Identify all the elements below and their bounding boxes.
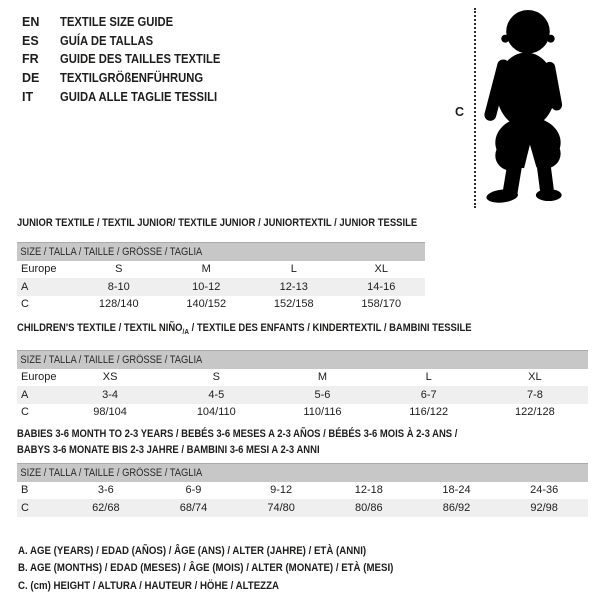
table-rows [17, 482, 588, 517]
height-measure-dotted-line [474, 8, 476, 208]
table-cell: 4-5 [208, 388, 225, 401]
title-part: / TEXTILE DES ENFANTS / KINDERTEXTIL / BAMBINI TESSILE [188, 322, 472, 334]
babies-size-table [17, 426, 588, 517]
size-header-label: SIZE / TALLA / TAILLE / GRÖSSE / TAGLIA [20, 353, 203, 366]
table-cell: 3-4 [102, 388, 119, 401]
table-cell: S [212, 371, 220, 384]
table-title: JUNIOR TEXTILE / TEXTIL JUNIOR/ TEXTILE JUNIOR / JUNIORTEXTIL / JUNIOR TESSILE [17, 217, 418, 229]
table-cell: M [317, 371, 328, 384]
row-label: A [21, 280, 29, 293]
title-part: CHILDREN'S TEXTILE / TEXTIL NIÑO [17, 322, 183, 334]
table-cell: XL [374, 263, 388, 276]
guide-title: GUÍA DE TALLAS [60, 33, 154, 48]
table-row [17, 482, 588, 500]
row-label: C [21, 298, 29, 311]
table-cell: 104/110 [196, 406, 236, 419]
note-age-years: A. AGE (YEARS) / EDAD (AÑOS) / ÂGE (ANS) / ALTER (JAHRE) / ETÀ (ANNI) [18, 545, 367, 557]
guide-title: TEXTILGRÖßENFÜHRUNG [60, 71, 204, 86]
table-cell: S [115, 263, 123, 276]
row-label: B [21, 484, 29, 497]
table-cell: 152/158 [273, 298, 314, 311]
table-cell: 9-12 [270, 484, 293, 497]
title-subscript: /A [182, 327, 189, 337]
table-cell: L [425, 371, 432, 384]
language-row [22, 32, 238, 51]
table-cell: 8-10 [107, 280, 130, 293]
language-title-list [22, 13, 238, 106]
language-code: IT [22, 89, 34, 104]
row-label: C [21, 406, 29, 419]
table-cell: 18-24 [442, 484, 471, 497]
table-cell: 92/98 [530, 501, 558, 514]
table-cell: 80/86 [355, 501, 383, 514]
table-row [17, 499, 588, 517]
legend-notes [18, 543, 445, 595]
height-label-c: C [455, 105, 465, 119]
table-cell: 116/122 [409, 406, 449, 419]
table-cell: 158/170 [361, 298, 402, 311]
table-cell: 7-8 [526, 388, 543, 401]
note-age-months: B. AGE (MONTHS) / EDAD (MESES) / ÂGE (MOIS) / ALTER (MONATE) / ETÀ (MESI) [18, 562, 394, 575]
table-cell: L [290, 263, 297, 276]
row-label: Europe [21, 371, 57, 384]
language-row [22, 69, 238, 88]
table-cell: 62/68 [92, 501, 120, 514]
table-cell: 12-13 [279, 280, 308, 293]
table-cell: 122/128 [515, 406, 555, 419]
table-row [17, 278, 425, 296]
table-cell: 3-6 [97, 484, 114, 497]
table-title-line1: BABIES 3-6 MONTH TO 2-3 YEARS / BEBÉS 3-6 MESES A 2-3 AÑOS / BÉBÉS 3-6 MOIS À 2-3 ANS / [17, 428, 458, 440]
row-label: C [21, 501, 29, 514]
table-cell: 74/80 [267, 501, 295, 514]
table-title [17, 322, 508, 338]
table-row [17, 261, 425, 279]
table-cell: 110/116 [303, 406, 342, 419]
size-header-bar [17, 242, 425, 261]
table-cell: 128/140 [98, 298, 139, 311]
table-cell: 6-9 [185, 484, 202, 497]
size-header-label: SIZE / TALLA / TAILLE / GRÖSSE / TAGLIA [20, 245, 203, 258]
language-code: EN [22, 15, 40, 30]
table-cell: 14-16 [367, 280, 396, 293]
table-rows [17, 261, 425, 314]
guide-title: GUIDA ALLE TAGLIE TESSILI [60, 89, 218, 104]
size-header-bar [17, 350, 588, 369]
note-height-cm: C. (cm) HEIGHT / ALTURA / HAUTEUR / HÖHE / ALTEZZA [18, 579, 280, 592]
language-code: FR [22, 52, 39, 67]
language-code: ES [22, 33, 39, 48]
table-rows [17, 369, 588, 422]
table-cell: 140/152 [186, 298, 227, 311]
table-row [17, 404, 588, 422]
table-cell: 10-12 [192, 280, 221, 293]
language-row [22, 13, 238, 32]
language-code: DE [22, 71, 40, 86]
language-row [22, 50, 238, 69]
table-row [17, 296, 425, 314]
size-header-bar [17, 463, 588, 482]
junior-size-table [17, 217, 425, 313]
table-title-line2: BABYS 3-6 MONATE BIS 2-3 JAHRE / BAMBINI 3-6 MESI A 2-3 ANNI [17, 444, 320, 456]
guide-title: GUIDE DES TAILLES TEXTILE [60, 52, 221, 67]
table-cell: 24-36 [530, 484, 559, 497]
guide-title: TEXTILE SIZE GUIDE [60, 15, 174, 30]
size-header-label: SIZE / TALLA / TAILLE / GRÖSSE / TAGLIA [20, 466, 203, 479]
table-cell: XS [102, 371, 118, 384]
row-label: Europe [21, 263, 57, 276]
table-row [17, 386, 588, 404]
table-cell: 98/104 [93, 406, 127, 419]
table-cell: 12-18 [354, 484, 383, 497]
table-cell: M [201, 263, 211, 276]
table-cell: 5-6 [314, 388, 331, 401]
table-cell: XL [528, 371, 542, 384]
language-row [22, 87, 238, 106]
table-cell: 86/92 [442, 501, 471, 514]
table-cell: 6-7 [420, 388, 437, 401]
table-cell: 68/74 [179, 501, 208, 514]
toddler-silhouette-icon [480, 6, 570, 204]
row-label: A [21, 388, 29, 401]
children-size-table [17, 322, 588, 421]
table-row [17, 369, 588, 387]
